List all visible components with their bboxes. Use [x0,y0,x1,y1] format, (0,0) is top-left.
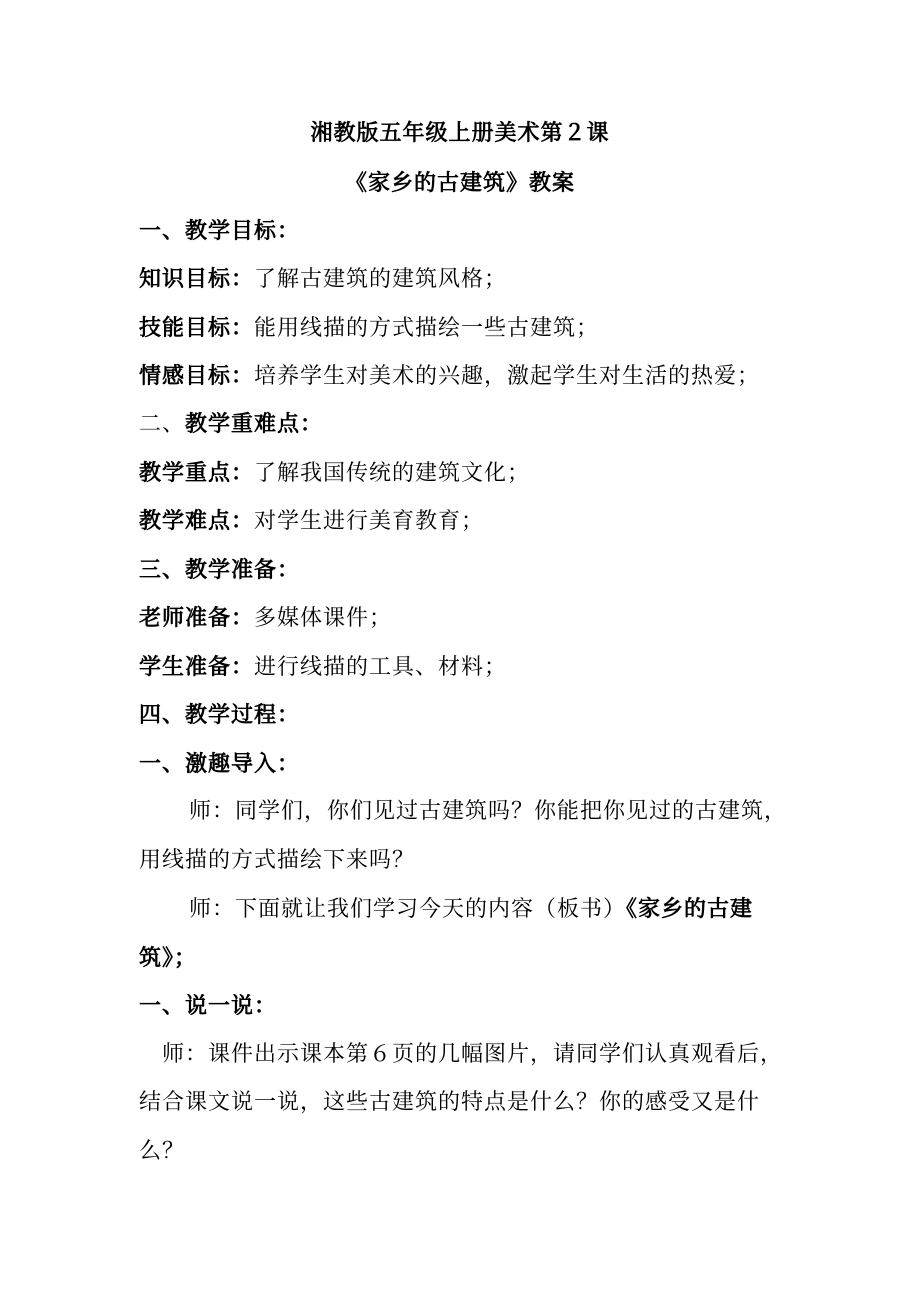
teaching-difficulty-text: 对学生进行美育教育； [254,509,485,534]
paragraph-2-text: 师：下面就让我们学习今天的内容（板书） [189,897,627,922]
section-2-heading [139,409,323,440]
section-4-heading: 四、教学过程： [139,702,301,728]
section-2-heading-text: 教学重难点： [185,411,324,437]
emotion-goal-text: 培养学生对美术的兴趣，激起学生对生活的热爱； [254,364,761,389]
paragraph-3-line-3: 么？ [139,1139,186,1164]
student-preparation-text: 进行线描的工具、材料； [254,655,508,680]
emotion-goal [139,361,760,392]
teacher-preparation-text: 多媒体课件； [254,606,393,631]
paragraph-3-line-2: 结合课文说一说，这些古建筑的特点是什么？你的感受又是什 [139,1090,761,1115]
paragraph-1-line-2: 用线描的方式描绘下来吗？ [139,848,416,873]
skill-goal [139,313,599,344]
skill-goal-label: 技能目标： [139,315,255,341]
paragraph-1-line-1: 师：同学们，你们见过古建筑吗？你能把你见过的古建筑， [189,799,788,824]
teaching-focus [139,458,530,489]
step-2-heading: 一、说一说： [139,993,278,1019]
teaching-focus-label: 教学重点： [139,460,255,486]
student-preparation [139,652,507,683]
step-1-heading: 一、激趣导入： [139,751,301,777]
knowledge-goal [139,264,507,295]
title-line-2: 《家乡的古建筑》教案 [344,170,575,196]
section-3-heading: 三、教学准备： [139,557,301,583]
teaching-difficulty-label: 教学难点： [139,508,255,534]
teacher-preparation [139,603,392,634]
knowledge-goal-label: 知识目标： [139,266,255,292]
paragraph-2-line-1 [189,894,753,925]
emotion-goal-label: 情感目标： [139,363,255,389]
title-line-1: 湘教版五年级上册美术第２课 [310,120,610,146]
student-preparation-label: 学生准备： [139,654,255,680]
paragraph-2-line-2: 筑》； [139,945,198,971]
skill-goal-text: 能用线描的方式描绘一些古建筑； [254,316,600,341]
paragraph-3-line-1: 师：课件出示课本第６页的几幅图片，请同学们认真观看后， [162,1042,784,1067]
paragraph-2-bold-title: 《家乡的古建 [626,896,754,922]
teacher-preparation-label: 老师准备： [139,605,255,631]
teaching-focus-text: 了解我国传统的建筑文化； [254,461,531,486]
section-2-heading-prefix: 二、 [139,412,186,437]
teaching-difficulty [139,506,484,537]
section-1-heading: 一、教学目标： [139,218,301,244]
knowledge-goal-text: 了解古建筑的建筑风格； [254,267,508,292]
